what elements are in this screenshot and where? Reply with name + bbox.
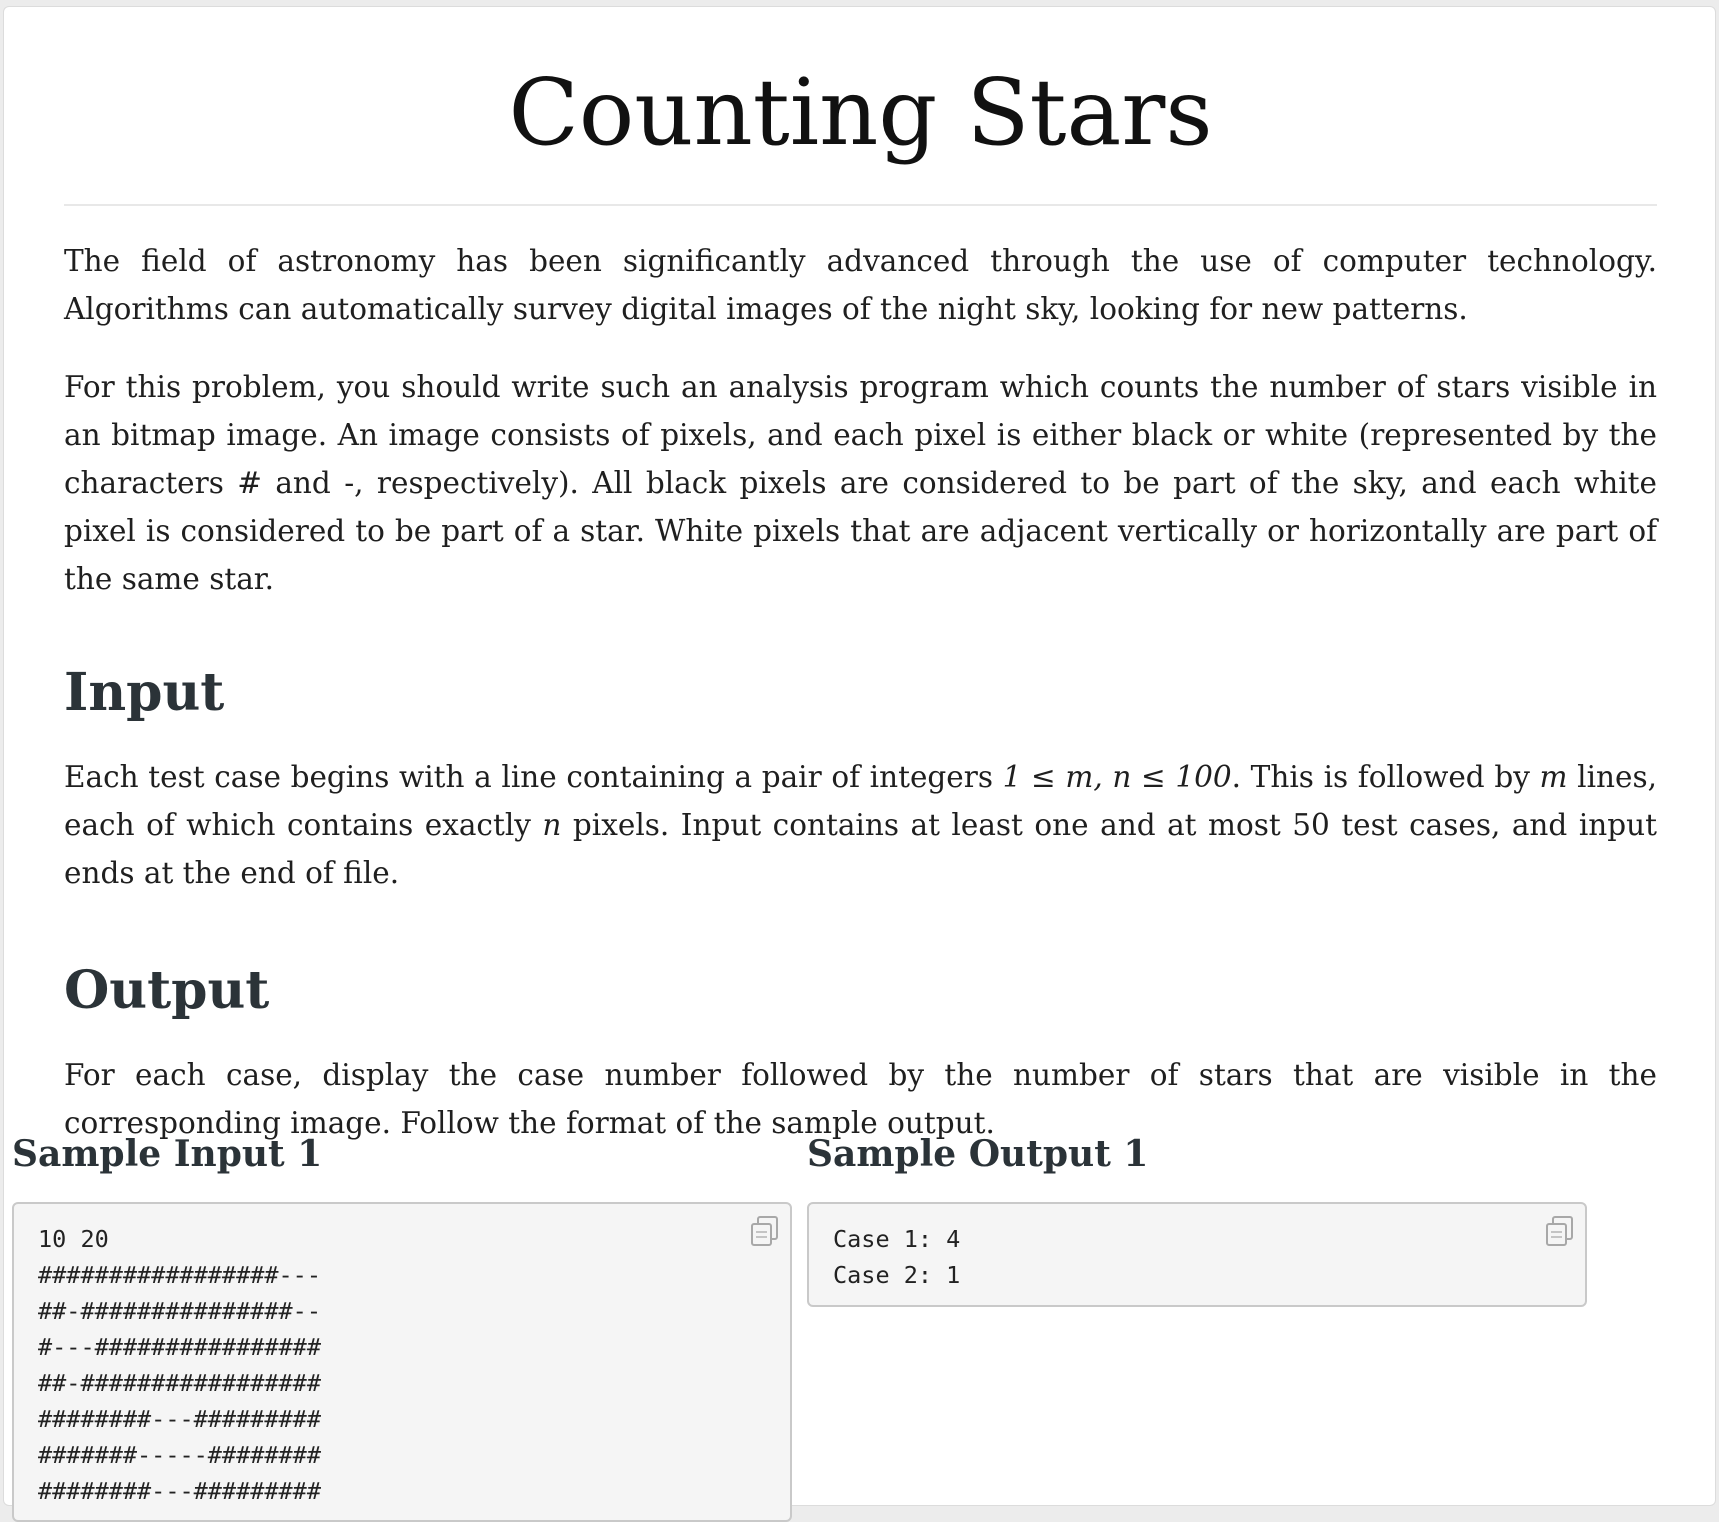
input-text-5: test cases, and input ends at the end of file.: [64, 808, 1657, 890]
sample-input-heading: Sample Input 1: [12, 1133, 323, 1175]
output-heading: Output: [64, 960, 270, 1021]
intro-paragraph-2: For this problem, you should write such an analysis program which counts the number of stars visible in an bitmap image. An image consists of pixels, and each pixel is either black or white (represented by the characters # and -, respectively). All black pixels are considered to be part of the sky, and each white pixel is considered to be part of a star. White pixels that are adjacent vertically or horizontally are part of the same star.: [64, 370, 1657, 596]
sample-input: [12, 1133, 792, 1505]
sample-output-text: Case 1: 4 Case 2: 1: [833, 1225, 961, 1289]
problem-title: Counting Stars: [508, 59, 1213, 166]
input-heading: Input: [64, 662, 225, 723]
input-text-4: pixels. Input contains at least one and at most: [561, 808, 1293, 842]
sample-output: [807, 1133, 1587, 1289]
math-n: n: [542, 808, 562, 842]
problem-body: [64, 7, 1657, 1147]
output-description: For each case, display the case number followed by the number of stars that are visible in the corresponding image. Follow the format of the sample output.: [64, 1058, 1657, 1140]
title-divider: [64, 204, 1657, 206]
input-text-1: Each test case begins with a line containing a pair of integers: [64, 760, 1003, 794]
copy-icon[interactable]: [748, 1214, 782, 1248]
problem-page: [3, 6, 1716, 1506]
math-range: 1 ≤ m, n ≤ 100: [1002, 760, 1232, 794]
input-text-3: lines, each of which contains exactly: [64, 760, 1657, 842]
input-description: [64, 753, 1657, 897]
sample-output-box[interactable]: [807, 1202, 1587, 1307]
input-text-2: . This is followed by: [1231, 760, 1540, 794]
sample-output-heading: Sample Output 1: [807, 1133, 1149, 1175]
math-m: m: [1539, 760, 1568, 794]
copy-icon[interactable]: [1543, 1214, 1577, 1248]
intro-paragraph-1: The field of astronomy has been significantly advanced through the use of computer technology. Algorithms can automatically survey digital images of the night sky, looking for new patterns.: [64, 244, 1657, 326]
math-50: 50: [1292, 808, 1330, 842]
sample-input-box[interactable]: [12, 1202, 792, 1522]
sample-input-text: 10 20 #################--- ##-###############-- #---################ ##-################# ########---######### #######-----######## ########---#########: [38, 1225, 321, 1505]
